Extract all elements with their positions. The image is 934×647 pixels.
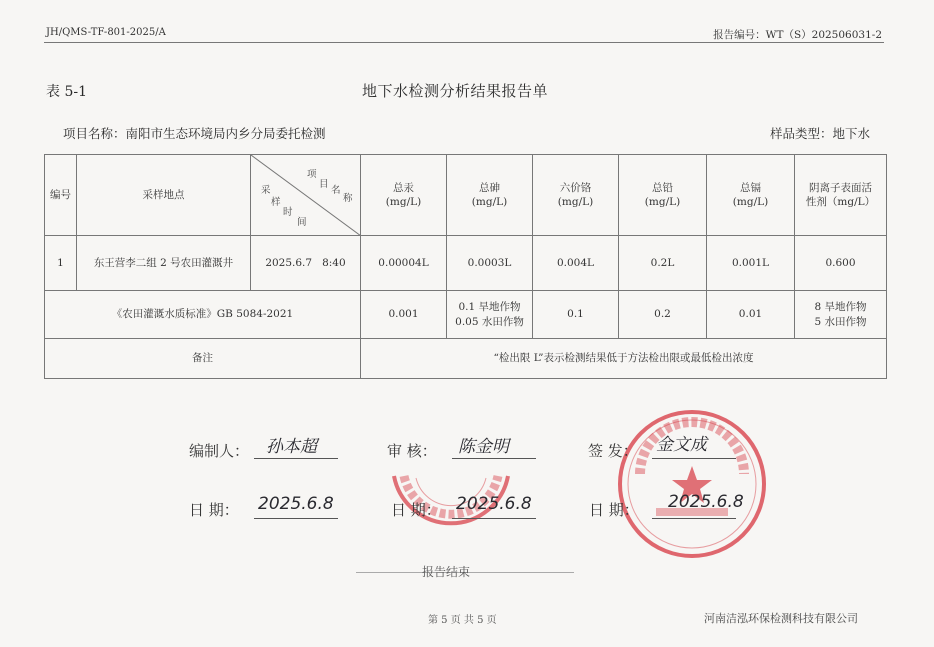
- row-value-mercury: 0.00004L: [361, 236, 447, 291]
- report-number: 报告编号：WT（S）202506031-2: [713, 29, 882, 41]
- editor-sign-line: [254, 458, 338, 459]
- row-no: 1: [45, 236, 77, 291]
- std-value-arsenic: 0.1 旱地作物 0.05 水田作物: [447, 291, 533, 339]
- row-value-arsenic: 0.0003L: [447, 236, 533, 291]
- issue-label: 签 发：: [588, 442, 638, 460]
- table-label: 表 5-1: [46, 84, 87, 100]
- note-label: 备注: [45, 339, 361, 379]
- col-header-site: 采样地点: [77, 155, 251, 236]
- standard-row: [45, 291, 887, 339]
- diag-item-b: 目: [319, 179, 329, 190]
- diag-name-b: 称: [343, 193, 353, 204]
- issue-signature: 金文成: [656, 435, 707, 455]
- date-editor-line: [254, 518, 338, 519]
- date-label-review: 日 期：: [391, 501, 441, 519]
- col-header-diagonal: [251, 155, 361, 236]
- review-label: 审 核：: [387, 442, 437, 460]
- diag-time-c: 时: [283, 207, 293, 218]
- date-issue: 2025.6.8: [668, 492, 744, 512]
- diag-time-d: 间: [297, 217, 307, 228]
- editor-signature: 孙本超: [266, 437, 317, 457]
- col-header-surfactant: 阴离子表面活 性剂（mg/L）: [795, 155, 887, 236]
- row-value-surfactant: 0.600: [795, 236, 887, 291]
- row-time: 2025.6.7 8:40: [251, 236, 361, 291]
- std-value-lead: 0.2: [619, 291, 707, 339]
- note-text: “检出限 L”表示检测结果低于方法检出限或最低检出浓度: [361, 339, 887, 379]
- col-header-chromium: 六价铬 (mg/L): [533, 155, 619, 236]
- doc-code: JH/QMS-TF-801-2025/A: [46, 27, 166, 38]
- std-value-surfactant: 8 旱地作物 5 水田作物: [795, 291, 887, 339]
- std-value-chromium: 0.1: [533, 291, 619, 339]
- report-end: 报告结束: [422, 565, 471, 579]
- col-header-cadmium: 总镉 (mg/L): [707, 155, 795, 236]
- row-site: 东王营李二组 2 号农田灌溉井: [77, 236, 251, 291]
- col-header-arsenic: 总砷 (mg/L): [447, 155, 533, 236]
- diag-name-a: 名: [331, 185, 341, 196]
- std-value-mercury: 0.001: [361, 291, 447, 339]
- note-row: [45, 339, 887, 379]
- issue-sign-line: [652, 458, 736, 459]
- standard-label: 《农田灌溉水质标准》GB 5084-2021: [45, 291, 361, 339]
- sample-type: 样品类型：地下水: [769, 126, 870, 141]
- page-title: 地下水检测分析结果报告单: [362, 82, 549, 100]
- table-header-row: [45, 155, 887, 236]
- diag-item-a: 项: [307, 169, 317, 180]
- company-seal-icon: [612, 404, 772, 564]
- header-rule: [44, 42, 884, 43]
- row-value-cadmium: 0.001L: [707, 236, 795, 291]
- date-review-line: [452, 518, 536, 519]
- diag-time-a: 采: [261, 185, 271, 196]
- date-label-issue: 日 期：: [589, 501, 639, 519]
- date-label-editor: 日 期：: [189, 501, 239, 519]
- review-sign-line: [452, 458, 536, 459]
- date-issue-line: [652, 518, 736, 519]
- table-row: [45, 236, 887, 291]
- qualification-seal-icon: [386, 468, 516, 578]
- review-signature: 陈金明: [458, 437, 509, 457]
- col-header-no: 编号: [45, 155, 77, 236]
- date-editor: 2025.6.8: [258, 494, 334, 514]
- company-name: 河南洁泓环保检测科技有限公司: [704, 612, 858, 625]
- project-name: 项目名称：南阳市生态环境局内乡分局委托检测: [63, 126, 326, 141]
- date-review: 2025.6.8: [456, 494, 532, 514]
- row-value-chromium: 0.004L: [533, 236, 619, 291]
- editor-label: 编制人：: [189, 442, 250, 460]
- diag-time-b: 样: [271, 197, 281, 208]
- results-table: [44, 154, 887, 379]
- page-number: 第 5 页 共 5 页: [428, 615, 497, 626]
- row-value-lead: 0.2L: [619, 236, 707, 291]
- std-value-cadmium: 0.01: [707, 291, 795, 339]
- col-header-lead: 总铅 (mg/L): [619, 155, 707, 236]
- col-header-mercury: 总汞 (mg/L): [361, 155, 447, 236]
